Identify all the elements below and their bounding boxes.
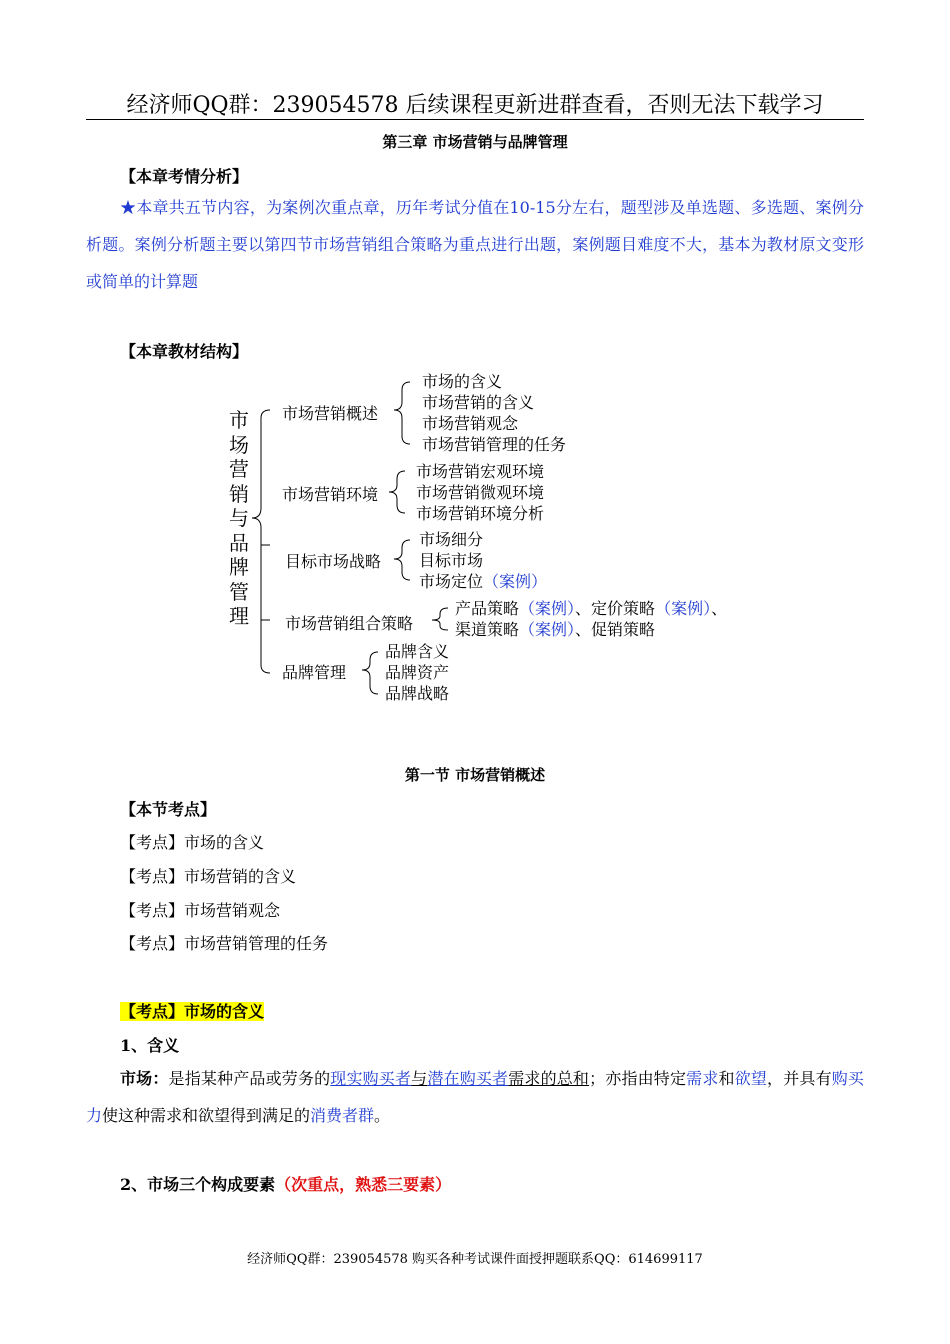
branch5-bracket xyxy=(362,652,378,694)
def-keyword: 欲望 xyxy=(734,1069,768,1088)
branch-label-brand: 品牌管理 xyxy=(282,663,347,682)
root-char: 销 xyxy=(229,481,249,506)
case-tag: （案例） xyxy=(519,620,576,639)
point-tag: 【考点】 xyxy=(120,867,185,886)
tree-item: 目标市场 xyxy=(419,551,484,570)
def-text: ；亦指由特定 xyxy=(589,1069,687,1088)
branch-label-target: 目标市场战略 xyxy=(285,552,382,571)
case-tag: （案例） xyxy=(655,599,712,618)
point-text: 市场营销管理的任务 xyxy=(184,934,329,953)
root-char: 理 xyxy=(229,604,249,628)
separator: 、 xyxy=(575,599,592,618)
page-footer: 经济师QQ群：239054578 购买各种考试课件面授押题联系QQ：614699117 xyxy=(247,1252,703,1267)
branch3-bracket xyxy=(394,540,410,580)
tree-item-text: 市场定位 xyxy=(419,572,484,591)
point-tag: 【考点】 xyxy=(120,833,185,852)
tree-item: 市场细分 xyxy=(419,530,484,549)
branch4-items xyxy=(455,598,727,640)
point-text: 市场营销观念 xyxy=(184,901,281,920)
def-text: 。 xyxy=(374,1106,391,1125)
exam-analysis-text: 本章共五节内容，为案例次重点章，历年考试分值在10-15分左右，题型涉及单选题、多选题、案例分析题。案例分析题主要以第四节市场营销组合策略为重点进行出题，案例题目难度不大，基本为教材原文变形或简单的计算题 xyxy=(86,198,864,291)
tree-item: 市场营销微观环境 xyxy=(416,483,545,502)
tree-item-text: 定价策略 xyxy=(591,599,656,618)
point-tag: 【考点】 xyxy=(120,901,185,920)
exam-analysis-heading: 【本章考情分析】 xyxy=(120,167,249,186)
tree-root xyxy=(227,408,251,629)
def-underline: 需求的总和 xyxy=(508,1069,590,1088)
def-keyword: 需求 xyxy=(686,1069,719,1088)
tree-item-case xyxy=(419,571,547,592)
root-bracket xyxy=(252,410,270,673)
branch1-bracket xyxy=(394,382,410,444)
root-char: 牌 xyxy=(229,555,249,579)
branch-label-mix: 市场营销组合策略 xyxy=(285,614,414,633)
def-underline: 现实购买者 xyxy=(330,1069,412,1088)
section-points-heading: 【本节考点】 xyxy=(120,800,217,819)
branch2-items xyxy=(416,461,544,524)
tree-item: 市场的含义 xyxy=(422,372,503,391)
section-title: 第一节 市场营销概述 xyxy=(404,766,546,784)
tree-item-text: 产品策略 xyxy=(455,599,520,618)
branch-label-environment: 市场营销环境 xyxy=(282,485,379,504)
def-text: 和 xyxy=(718,1069,735,1088)
point-tag: 【考点】 xyxy=(120,934,185,953)
def-text: ，并具有 xyxy=(767,1069,832,1088)
separator: 、 xyxy=(575,620,592,639)
chapter-title: 第三章 市场营销与品牌管理 xyxy=(382,133,568,151)
def-keyword: 消费者群 xyxy=(310,1106,375,1125)
root-char: 市 xyxy=(229,408,249,432)
tree-item-text: 渠道策略 xyxy=(455,620,520,639)
section-point xyxy=(120,898,280,921)
tree-item: 品牌战略 xyxy=(385,684,450,703)
tree-item: 市场营销管理的任务 xyxy=(422,435,567,454)
tree-item-line1 xyxy=(455,598,727,619)
case-tag: （案例） xyxy=(519,599,576,618)
point1-sub1: 1、含义 xyxy=(120,1036,180,1055)
branch4-bracket xyxy=(432,608,448,630)
tree-item-text: 促销策略 xyxy=(591,620,656,639)
def-text: 使这种需求和欲望得到满足的 xyxy=(102,1106,311,1125)
separator: 、 xyxy=(711,599,728,618)
sub2-note: （次重点，熟悉三要素） xyxy=(275,1175,452,1194)
point1-heading xyxy=(120,999,264,1022)
branch5-items xyxy=(385,641,449,704)
tree-item: 品牌含义 xyxy=(385,642,450,661)
def-underline: 潜在购买者 xyxy=(427,1069,509,1088)
root-char: 管 xyxy=(229,579,249,604)
section-point xyxy=(120,931,328,954)
tree-item-line2 xyxy=(455,619,727,640)
market-definition xyxy=(86,1060,864,1134)
def-term: 市场： xyxy=(120,1069,169,1088)
sub2-text: 2、市场三个构成要素 xyxy=(120,1175,276,1194)
section-point xyxy=(120,830,264,853)
star-icon: ★ xyxy=(120,198,137,217)
root-char: 与 xyxy=(229,506,249,530)
def-keyword: 购买力 xyxy=(86,1069,864,1125)
point-text: 市场营销的含义 xyxy=(184,867,297,886)
branch3-items xyxy=(419,529,547,592)
point1-sub2 xyxy=(120,1172,451,1195)
root-char: 场 xyxy=(229,432,249,457)
def-text: 是指某种产品或劳务的 xyxy=(168,1069,331,1088)
page-header: 经济师QQ群：239054578 后续课程更新进群查看，否则无法下载学习 xyxy=(126,93,824,118)
def-underline: 与 xyxy=(411,1069,428,1088)
tree-item: 市场营销观念 xyxy=(422,414,519,433)
root-char: 品 xyxy=(229,530,249,555)
branch-label-overview: 市场营销概述 xyxy=(282,404,379,423)
tree-item: 市场营销的含义 xyxy=(422,393,535,412)
structure-heading: 【本章教材结构】 xyxy=(120,342,249,361)
root-char: 营 xyxy=(229,457,249,481)
section-point xyxy=(120,864,296,887)
tree-item: 市场营销宏观环境 xyxy=(416,462,545,481)
tree-item: 市场营销环境分析 xyxy=(416,504,545,523)
branch1-items xyxy=(422,371,566,455)
branch2-bracket xyxy=(389,471,405,513)
tree-item: 品牌资产 xyxy=(385,663,450,682)
highlighted-heading: 【考点】市场的含义 xyxy=(120,1002,265,1021)
point-text: 市场的含义 xyxy=(184,833,265,852)
case-tag: （案例） xyxy=(483,572,548,591)
